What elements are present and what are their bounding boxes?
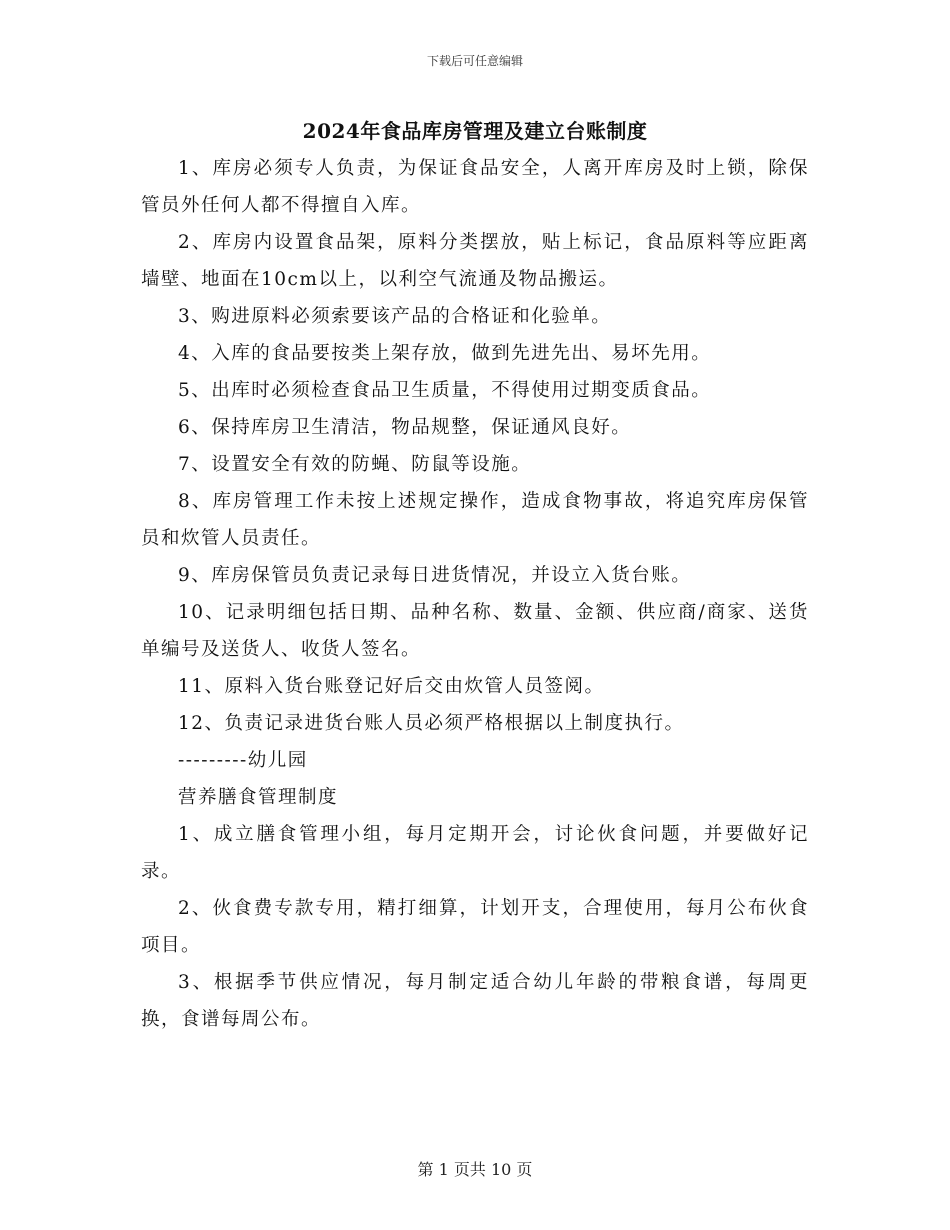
paragraph: 6、保持库房卫生清洁，物品规整，保证通风良好。 [178,417,632,438]
paragraph: 1、成立膳食管理小组，每月定期开会，讨论伙食问题，并要做好记录。 [141,824,809,882]
page-number: 第 1 页共 10 页 [417,1160,533,1179]
paragraph: 3、根据季节供应情况，每月制定适合幼儿年龄的带粮食谱，每周更换，食谱每周公布。 [141,972,809,1030]
paragraph: 3、购进原料必须索要该产品的合格证和化验单。 [178,306,612,327]
paragraph: 4、入库的食品要按类上架存放，做到先进先出、易坏先用。 [178,343,712,364]
paragraph: 2、伙食费专款专用，精打细算，计划开支，合理使用，每月公布伙食项目。 [141,898,809,956]
document-title: 2024年食品库房管理及建立台账制度 [302,119,648,143]
paragraph: 5、出库时必须检查食品卫生质量，不得使用过期变质食品。 [178,380,712,401]
paragraph: 2、库房内设置食品架，原料分类摆放，贴上标记，食品原料等应距离墙壁、地面在10cm以上，以利空气流通及物品搬运。 [141,232,809,290]
paragraph: 12、负责记录进货台账人员必须严格根据以上制度执行。 [178,713,685,734]
paragraph: 7、设置安全有效的防蝇、防鼠等设施。 [178,454,532,475]
section-separator: ---------幼儿园 [178,750,308,771]
paragraph: 8、库房管理工作未按上述规定操作，造成食物事故，将追究库房保管员和炊管人员责任。 [141,491,809,549]
document-body [141,150,809,1038]
section-heading: 营养膳食管理制度 [178,787,339,808]
paragraph: 10、记录明细包括日期、品种名称、数量、金额、供应商/商家、送货单编号及送货人、收货人签名。 [141,602,809,660]
paragraph: 9、库房保管员负责记录每日进货情况，并设立入货台账。 [178,565,692,586]
page-header: 下载后可任意编辑 [426,54,523,68]
paragraph: 1、库房必须专人负责，为保证食品安全，人离开库房及时上锁，除保管员外任何人都不得擅自入库。 [141,158,809,216]
paragraph: 11、原料入货台账登记好后交由炊管人员签阅。 [178,676,605,697]
